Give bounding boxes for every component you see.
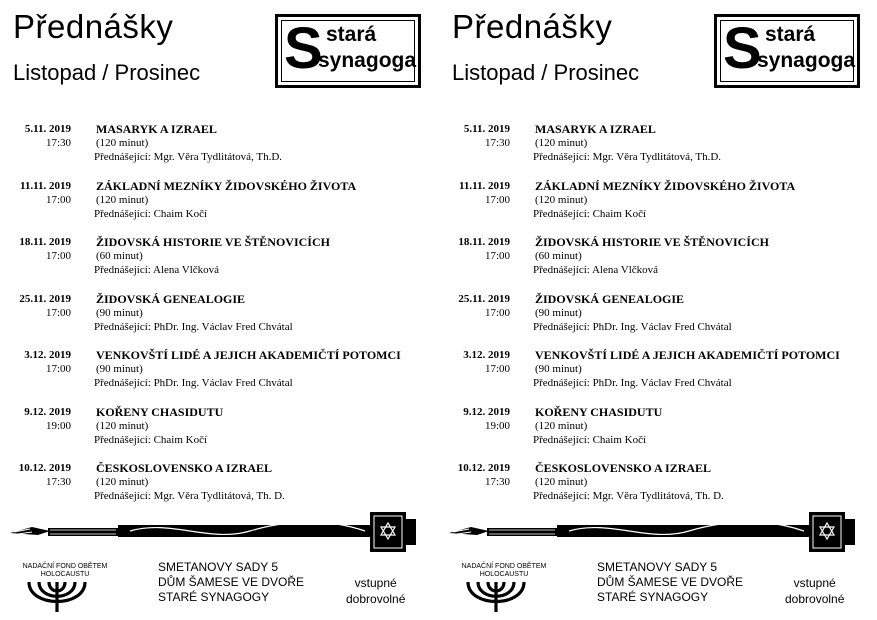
lecture-time: 19:00	[484, 419, 510, 432]
lecture-date: 25.11. 2019	[458, 292, 510, 305]
lecture-item	[0, 403, 438, 459]
lecture-speaker: Přednášející: Alena Vlčková	[533, 264, 659, 276]
lecture-speaker: Přednášející: Mgr. Věra Tydlitátová, Th. D.	[94, 490, 285, 502]
lecture-date: 18.11. 2019	[458, 236, 510, 248]
lecture-item	[439, 403, 877, 459]
lecture-flyer-right	[439, 0, 877, 620]
lecture-time: 17:00	[484, 363, 510, 375]
lecture-time: 17:00	[45, 306, 71, 319]
lecture-item	[439, 346, 877, 402]
stara-synagoga-logo	[714, 14, 860, 88]
lecture-title: VENKOVŠTÍ LIDÉ A JEJICH AKADEMIČTÍ POTOMCI	[96, 348, 401, 362]
admission-line-1: vstupné	[793, 576, 836, 590]
lecture-time: 17:00	[45, 250, 71, 262]
lecture-duration: (120 minut)	[96, 137, 149, 149]
lecture-item	[439, 177, 877, 233]
lecture-title: ŽIDOVSKÁ GENEALOGIE	[96, 291, 246, 306]
lecture-title: MASARYK A IZRAEL	[535, 122, 656, 136]
logo-letter: S	[284, 16, 323, 81]
lecture-title: KOŘENY CHASIDUTU	[535, 404, 663, 419]
lecture-title: ŽIDOVSKÁ HISTORIE VE ŠTĚNOVICÍCH	[535, 235, 769, 249]
lecture-speaker: Přednášející: Mgr. Věra Tydlitátová, Th.D.	[94, 151, 283, 163]
lecture-item	[0, 120, 438, 176]
lecture-date: 3.12. 2019	[463, 349, 510, 361]
address-line-1: SMETANOVY SADY 5	[158, 560, 279, 574]
lecture-speaker: Přednášející: Chaim Kočí	[533, 207, 647, 220]
lecture-date: 18.11. 2019	[19, 236, 71, 248]
lecture-title: ZÁKLADNÍ MEZNÍKY ŽIDOVSKÉHO ŽIVOTA	[96, 178, 357, 193]
foundation-name	[12, 563, 118, 579]
lecture-title: ŽIDOVSKÁ HISTORIE VE ŠTĚNOVICÍCH	[96, 235, 330, 249]
lecture-duration: (60 minut)	[535, 250, 582, 262]
lecture-duration: (60 minut)	[96, 250, 143, 262]
lecture-duration: (90 minut)	[96, 363, 143, 375]
foundation-line-1: NADAČNÍ FOND OBĚTEM	[22, 563, 108, 570]
torah-pointer-illustration	[449, 505, 877, 555]
lecture-title: VENKOVŠTÍ LIDÉ A JEJICH AKADEMIČTÍ POTOMCI	[535, 348, 840, 362]
lecture-date: 5.11. 2019	[24, 123, 71, 135]
lecture-date: 9.12. 2019	[463, 405, 510, 418]
address-line-3: STARÉ SYNAGOGY	[597, 590, 709, 604]
lecture-time: 17:00	[484, 250, 510, 262]
stara-synagoga-logo	[275, 14, 421, 88]
lecture-speaker: Přednášející: PhDr. Ing. Václav Fred Chvátal	[94, 377, 293, 389]
admission-note	[346, 575, 405, 607]
lecture-title: ČESKOSLOVENSKO A IZRAEL	[535, 461, 712, 475]
lecture-time: 17:30	[45, 476, 71, 488]
lecture-duration: (120 minut)	[96, 193, 149, 206]
flyer-subtitle: Listopad / Prosinec	[452, 60, 640, 85]
address-line-1: SMETANOVY SADY 5	[597, 560, 718, 574]
lecture-time: 17:30	[484, 137, 510, 149]
lecture-item	[0, 290, 438, 346]
admission-line-2: dobrovolné	[346, 592, 406, 606]
admission-line-1: vstupné	[354, 576, 397, 590]
lecture-speaker: Přednášející: PhDr. Ing. Václav Fred Chvátal	[533, 377, 732, 389]
lecture-date: 10.12. 2019	[457, 462, 510, 474]
lecture-item	[439, 120, 877, 176]
lecture-date: 25.11. 2019	[19, 292, 71, 305]
lecture-date: 5.11. 2019	[463, 123, 510, 135]
lecture-time: 17:30	[45, 137, 71, 149]
lecture-time: 17:00	[484, 306, 510, 319]
menorah-icon	[461, 578, 531, 616]
lecture-title: ZÁKLADNÍ MEZNÍKY ŽIDOVSKÉHO ŽIVOTA	[535, 178, 796, 193]
foundation-line-1: NADAČNÍ FOND OBĚTEM	[461, 563, 547, 570]
lecture-duration: (120 minut)	[535, 419, 588, 432]
lecture-time: 19:00	[45, 419, 71, 432]
flyer-title: Přednášky	[13, 8, 174, 45]
lecture-title: KOŘENY CHASIDUTU	[96, 404, 224, 419]
lecture-date: 9.12. 2019	[24, 405, 71, 418]
lecture-item	[0, 177, 438, 233]
lecture-duration: (90 minut)	[535, 306, 582, 319]
lecture-flyer-left	[0, 0, 438, 620]
lecture-speaker: Přednášející: PhDr. Ing. Václav Fred Chvátal	[94, 320, 293, 333]
lecture-item	[0, 346, 438, 402]
lecture-item	[0, 233, 438, 289]
logo-line-2: synagoga	[757, 49, 856, 72]
flyer-subtitle: Listopad / Prosinec	[13, 60, 201, 85]
lecture-duration: (90 minut)	[535, 363, 582, 375]
lecture-date: 11.11. 2019	[458, 179, 510, 192]
lecture-speaker: Přednášející: Mgr. Věra Tydlitátová, Th. D.	[533, 490, 724, 502]
logo-line-2: synagoga	[318, 49, 417, 72]
lecture-speaker: Přednášející: Chaim Kočí	[94, 433, 208, 446]
lecture-duration: (120 minut)	[96, 476, 149, 488]
address-line-2: DŮM ŠAMESE VE DVOŘE	[158, 575, 305, 589]
lecture-duration: (120 minut)	[535, 476, 588, 488]
venue-address	[597, 560, 743, 605]
lecture-date: 11.11. 2019	[19, 179, 71, 192]
foundation-name	[451, 563, 557, 579]
lecture-duration: (120 minut)	[535, 193, 588, 206]
lecture-item	[439, 290, 877, 346]
lecture-time: 17:00	[484, 193, 510, 206]
lecture-duration: (120 minut)	[96, 419, 149, 432]
lecture-speaker: Přednášející: Mgr. Věra Tydlitátová, Th.D.	[533, 151, 722, 163]
foundation-line-2: HOLOCAUSTU	[479, 571, 529, 578]
address-line-3: STARÉ SYNAGOGY	[158, 590, 270, 604]
menorah-icon	[22, 578, 92, 616]
lecture-speaker: Přednášející: Chaim Kočí	[94, 207, 208, 220]
lecture-time: 17:00	[45, 193, 71, 206]
venue-address	[158, 560, 304, 605]
lecture-duration: (120 minut)	[535, 137, 588, 149]
admission-note	[785, 575, 844, 607]
lecture-duration: (90 minut)	[96, 306, 143, 319]
address-line-2: DŮM ŠAMESE VE DVOŘE	[597, 575, 744, 589]
lecture-time: 17:30	[484, 476, 510, 488]
lecture-title: ČESKOSLOVENSKO A IZRAEL	[96, 461, 273, 475]
foundation-line-2: HOLOCAUSTU	[40, 571, 90, 578]
logo-line-1: stará	[765, 23, 816, 46]
logo-letter: S	[723, 16, 762, 81]
lecture-speaker: Přednášející: Alena Vlčková	[94, 264, 220, 276]
lecture-time: 17:00	[45, 363, 71, 375]
lecture-title: MASARYK A IZRAEL	[96, 122, 217, 136]
lecture-date: 3.12. 2019	[24, 349, 71, 361]
flyer-title: Přednášky	[452, 8, 613, 45]
lecture-item	[439, 233, 877, 289]
torah-pointer-illustration	[10, 505, 438, 555]
logo-line-1: stará	[326, 23, 377, 46]
lecture-speaker: Přednášející: PhDr. Ing. Václav Fred Chvátal	[533, 320, 732, 333]
lecture-date: 10.12. 2019	[18, 462, 71, 474]
admission-line-2: dobrovolné	[785, 592, 845, 606]
lecture-speaker: Přednášející: Chaim Kočí	[533, 433, 647, 446]
lecture-title: ŽIDOVSKÁ GENEALOGIE	[535, 291, 685, 306]
